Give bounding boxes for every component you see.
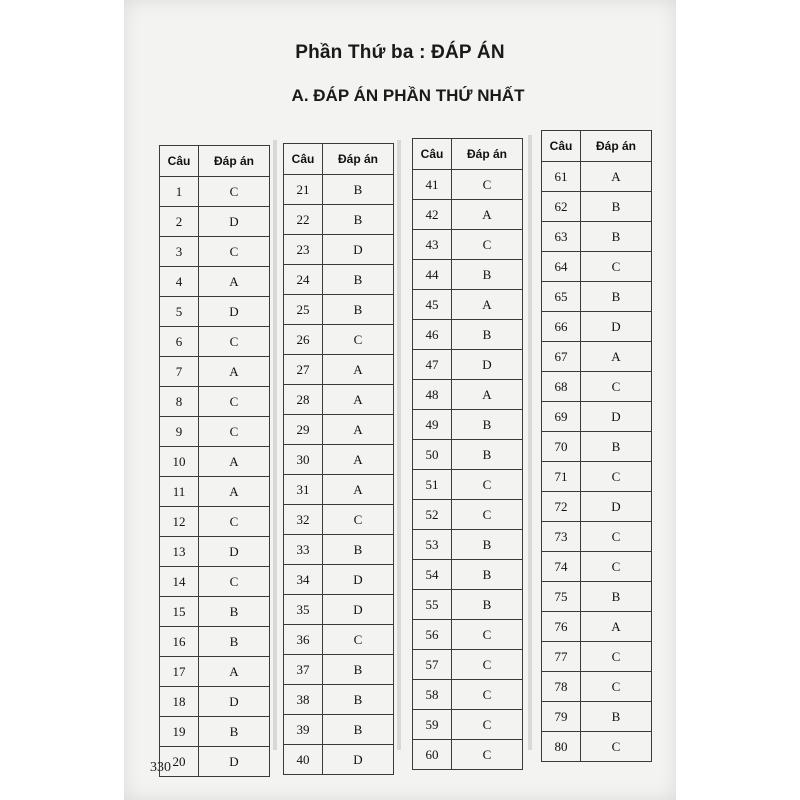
answer-letter: C	[581, 642, 652, 672]
answer-letter: A	[199, 657, 270, 687]
answer-letter: C	[452, 170, 523, 200]
answer-letter: B	[452, 410, 523, 440]
header-question: Câu	[413, 139, 452, 170]
question-number: 57	[413, 650, 452, 680]
answer-table-2	[283, 143, 394, 775]
question-number: 72	[542, 492, 581, 522]
question-number: 25	[284, 295, 323, 325]
answer-letter: C	[452, 620, 523, 650]
answer-letter: C	[199, 177, 270, 207]
answer-letter: B	[452, 260, 523, 290]
question-number: 15	[160, 597, 199, 627]
table-row	[160, 447, 270, 477]
table-row	[542, 402, 652, 432]
table-row	[160, 387, 270, 417]
question-number: 27	[284, 355, 323, 385]
answer-letter: B	[452, 320, 523, 350]
answer-letter: B	[581, 432, 652, 462]
table-row	[542, 582, 652, 612]
question-number: 76	[542, 612, 581, 642]
answer-letter: C	[452, 650, 523, 680]
table-row	[284, 355, 394, 385]
column-divider	[528, 135, 532, 750]
page-heading: Phần Thứ ba : ĐÁP ÁN	[295, 42, 505, 63]
answer-letter: B	[323, 205, 394, 235]
table-row	[413, 530, 523, 560]
column-divider	[397, 140, 401, 750]
question-number: 68	[542, 372, 581, 402]
question-number: 60	[413, 740, 452, 770]
question-number: 56	[413, 620, 452, 650]
question-number: 33	[284, 535, 323, 565]
table-row	[413, 470, 523, 500]
question-number: 50	[413, 440, 452, 470]
table-row	[160, 747, 270, 777]
table-row	[413, 620, 523, 650]
answer-letter: D	[199, 297, 270, 327]
answer-letter: C	[452, 230, 523, 260]
table-row	[413, 440, 523, 470]
answer-letter: C	[581, 552, 652, 582]
table-header-row	[413, 139, 523, 170]
table-header-row	[284, 144, 394, 175]
table-row	[284, 415, 394, 445]
answer-letter: B	[452, 560, 523, 590]
table-row	[160, 687, 270, 717]
header-question: Câu	[542, 131, 581, 162]
question-number: 67	[542, 342, 581, 372]
answer-letter: C	[581, 372, 652, 402]
question-number: 16	[160, 627, 199, 657]
table-row	[542, 372, 652, 402]
question-number: 6	[160, 327, 199, 357]
answer-letter: C	[581, 732, 652, 762]
answer-letter: C	[199, 327, 270, 357]
question-number: 69	[542, 402, 581, 432]
table-row	[160, 627, 270, 657]
question-number: 13	[160, 537, 199, 567]
question-number: 11	[160, 477, 199, 507]
table-row	[542, 702, 652, 732]
table-row	[542, 492, 652, 522]
table-row	[542, 612, 652, 642]
table-row	[542, 432, 652, 462]
question-number: 47	[413, 350, 452, 380]
question-number: 3	[160, 237, 199, 267]
table-row	[284, 295, 394, 325]
question-number: 51	[413, 470, 452, 500]
table-row	[160, 537, 270, 567]
table-row	[413, 290, 523, 320]
question-number: 46	[413, 320, 452, 350]
answer-letter: A	[323, 385, 394, 415]
question-number: 78	[542, 672, 581, 702]
answer-letter: C	[581, 462, 652, 492]
question-number: 23	[284, 235, 323, 265]
answer-letter: B	[452, 530, 523, 560]
answer-letter: B	[323, 685, 394, 715]
answer-letter: D	[452, 350, 523, 380]
answer-letter: D	[323, 745, 394, 775]
answer-letter: A	[323, 475, 394, 505]
table-row	[542, 252, 652, 282]
answer-letter: C	[199, 507, 270, 537]
question-number: 58	[413, 680, 452, 710]
answer-letter: B	[199, 627, 270, 657]
table-row	[542, 522, 652, 552]
answer-letter: A	[452, 290, 523, 320]
table-row	[542, 282, 652, 312]
question-number: 4	[160, 267, 199, 297]
table-row	[160, 267, 270, 297]
answer-letter: A	[199, 267, 270, 297]
answer-letter: C	[199, 237, 270, 267]
answer-letter: D	[323, 235, 394, 265]
table-row	[284, 385, 394, 415]
answer-letter: A	[581, 162, 652, 192]
answer-letter: B	[199, 597, 270, 627]
answer-letter: B	[323, 655, 394, 685]
answer-letter: C	[452, 470, 523, 500]
question-number: 12	[160, 507, 199, 537]
table-row	[413, 680, 523, 710]
answer-letter: A	[581, 612, 652, 642]
question-number: 62	[542, 192, 581, 222]
question-number: 79	[542, 702, 581, 732]
question-number: 17	[160, 657, 199, 687]
table-row	[542, 162, 652, 192]
answer-letter: D	[199, 207, 270, 237]
answer-letter: B	[581, 282, 652, 312]
column-divider	[273, 140, 277, 750]
answer-letter: A	[199, 477, 270, 507]
question-number: 20	[160, 747, 199, 777]
question-number: 24	[284, 265, 323, 295]
question-number: 36	[284, 625, 323, 655]
table-row	[160, 597, 270, 627]
answer-letter: D	[581, 492, 652, 522]
answer-letter: B	[581, 192, 652, 222]
answer-letter: C	[323, 325, 394, 355]
question-number: 18	[160, 687, 199, 717]
question-number: 22	[284, 205, 323, 235]
question-number: 70	[542, 432, 581, 462]
question-number: 73	[542, 522, 581, 552]
table-row	[413, 710, 523, 740]
table-row	[160, 327, 270, 357]
table-row	[284, 175, 394, 205]
table-header-row	[160, 146, 270, 177]
table-row	[542, 732, 652, 762]
question-number: 39	[284, 715, 323, 745]
table-row	[284, 655, 394, 685]
table-row	[542, 192, 652, 222]
answer-letter: B	[452, 440, 523, 470]
answer-letter: A	[452, 200, 523, 230]
answer-table-1	[159, 145, 270, 777]
table-row	[413, 350, 523, 380]
header-question: Câu	[284, 144, 323, 175]
question-number: 5	[160, 297, 199, 327]
table-row	[284, 715, 394, 745]
table-row	[413, 410, 523, 440]
table-row	[284, 475, 394, 505]
table-row	[160, 717, 270, 747]
question-number: 37	[284, 655, 323, 685]
table-row	[413, 500, 523, 530]
answer-letter: B	[323, 535, 394, 565]
question-number: 63	[542, 222, 581, 252]
answer-letter: A	[323, 355, 394, 385]
table-row	[160, 237, 270, 267]
answer-letter: C	[199, 567, 270, 597]
answer-letter: D	[581, 312, 652, 342]
answer-letter: D	[323, 595, 394, 625]
question-number: 43	[413, 230, 452, 260]
answer-letter: C	[452, 680, 523, 710]
answer-letter: B	[323, 715, 394, 745]
answer-letter: C	[452, 710, 523, 740]
table-row	[542, 462, 652, 492]
question-number: 7	[160, 357, 199, 387]
question-number: 41	[413, 170, 452, 200]
answer-letter: B	[323, 295, 394, 325]
answer-letter: A	[199, 357, 270, 387]
header-answer: Đáp án	[323, 144, 394, 175]
table-row	[413, 230, 523, 260]
table-row	[284, 745, 394, 775]
table-row	[542, 552, 652, 582]
answer-letter: A	[323, 445, 394, 475]
answer-letter: B	[323, 265, 394, 295]
answer-letter: B	[581, 222, 652, 252]
table-row	[413, 560, 523, 590]
table-row	[284, 445, 394, 475]
header-answer: Đáp án	[581, 131, 652, 162]
table-row	[413, 320, 523, 350]
question-number: 61	[542, 162, 581, 192]
question-number: 32	[284, 505, 323, 535]
answer-letter: C	[323, 505, 394, 535]
question-number: 77	[542, 642, 581, 672]
header-question: Câu	[160, 146, 199, 177]
table-row	[284, 235, 394, 265]
table-row	[160, 657, 270, 687]
answer-letter: D	[199, 537, 270, 567]
table-row	[284, 535, 394, 565]
table-row	[284, 505, 394, 535]
table-row	[160, 507, 270, 537]
question-number: 80	[542, 732, 581, 762]
question-number: 48	[413, 380, 452, 410]
question-number: 35	[284, 595, 323, 625]
answer-letter: C	[323, 625, 394, 655]
question-number: 42	[413, 200, 452, 230]
question-number: 52	[413, 500, 452, 530]
table-row	[413, 650, 523, 680]
answer-letter: C	[581, 522, 652, 552]
question-number: 59	[413, 710, 452, 740]
question-number: 64	[542, 252, 581, 282]
answer-letter: B	[199, 717, 270, 747]
question-number: 31	[284, 475, 323, 505]
question-number: 34	[284, 565, 323, 595]
table-row	[284, 205, 394, 235]
table-row	[542, 642, 652, 672]
answer-letter: A	[581, 342, 652, 372]
answer-letter: D	[581, 402, 652, 432]
table-row	[160, 357, 270, 387]
question-number: 38	[284, 685, 323, 715]
table-row	[160, 477, 270, 507]
table-row	[284, 685, 394, 715]
answer-letter: C	[452, 740, 523, 770]
page-number: 330	[150, 760, 171, 775]
table-row	[542, 312, 652, 342]
table-row	[413, 380, 523, 410]
question-number: 10	[160, 447, 199, 477]
question-number: 53	[413, 530, 452, 560]
question-number: 74	[542, 552, 581, 582]
question-number: 9	[160, 417, 199, 447]
answer-letter: C	[199, 417, 270, 447]
table-row	[284, 325, 394, 355]
question-number: 75	[542, 582, 581, 612]
question-number: 1	[160, 177, 199, 207]
table-row	[413, 260, 523, 290]
table-row	[160, 417, 270, 447]
question-number: 65	[542, 282, 581, 312]
answer-letter: A	[323, 415, 394, 445]
section-heading: A. ĐÁP ÁN PHẦN THỨ NHẤT	[291, 86, 525, 105]
answer-letter: B	[581, 702, 652, 732]
table-row	[284, 595, 394, 625]
table-row	[413, 740, 523, 770]
header-answer: Đáp án	[452, 139, 523, 170]
answer-letter: A	[199, 447, 270, 477]
header-answer: Đáp án	[199, 146, 270, 177]
table-row	[160, 207, 270, 237]
table-row	[542, 342, 652, 372]
question-number: 2	[160, 207, 199, 237]
answer-letter: B	[581, 582, 652, 612]
answer-letter: D	[199, 687, 270, 717]
answer-letter: D	[323, 565, 394, 595]
table-row	[284, 565, 394, 595]
answer-letter: C	[581, 672, 652, 702]
answer-letter: C	[581, 252, 652, 282]
table-row	[160, 177, 270, 207]
table-row	[413, 590, 523, 620]
table-row	[542, 222, 652, 252]
table-row	[160, 567, 270, 597]
answer-letter: D	[199, 747, 270, 777]
table-row	[413, 170, 523, 200]
table-row	[542, 672, 652, 702]
question-number: 49	[413, 410, 452, 440]
question-number: 28	[284, 385, 323, 415]
answer-letter: B	[323, 175, 394, 205]
question-number: 44	[413, 260, 452, 290]
table-row	[284, 265, 394, 295]
answer-table-4	[541, 130, 652, 762]
table-row	[160, 297, 270, 327]
answer-letter: C	[199, 387, 270, 417]
question-number: 40	[284, 745, 323, 775]
question-number: 8	[160, 387, 199, 417]
question-number: 29	[284, 415, 323, 445]
table-row	[413, 200, 523, 230]
question-number: 14	[160, 567, 199, 597]
answer-table-3	[412, 138, 523, 770]
question-number: 26	[284, 325, 323, 355]
question-number: 21	[284, 175, 323, 205]
question-number: 19	[160, 717, 199, 747]
question-number: 55	[413, 590, 452, 620]
table-header-row	[542, 131, 652, 162]
answer-letter: A	[452, 380, 523, 410]
answer-letter: B	[452, 590, 523, 620]
question-number: 71	[542, 462, 581, 492]
table-row	[284, 625, 394, 655]
question-number: 45	[413, 290, 452, 320]
question-number: 30	[284, 445, 323, 475]
answer-letter: C	[452, 500, 523, 530]
question-number: 54	[413, 560, 452, 590]
question-number: 66	[542, 312, 581, 342]
